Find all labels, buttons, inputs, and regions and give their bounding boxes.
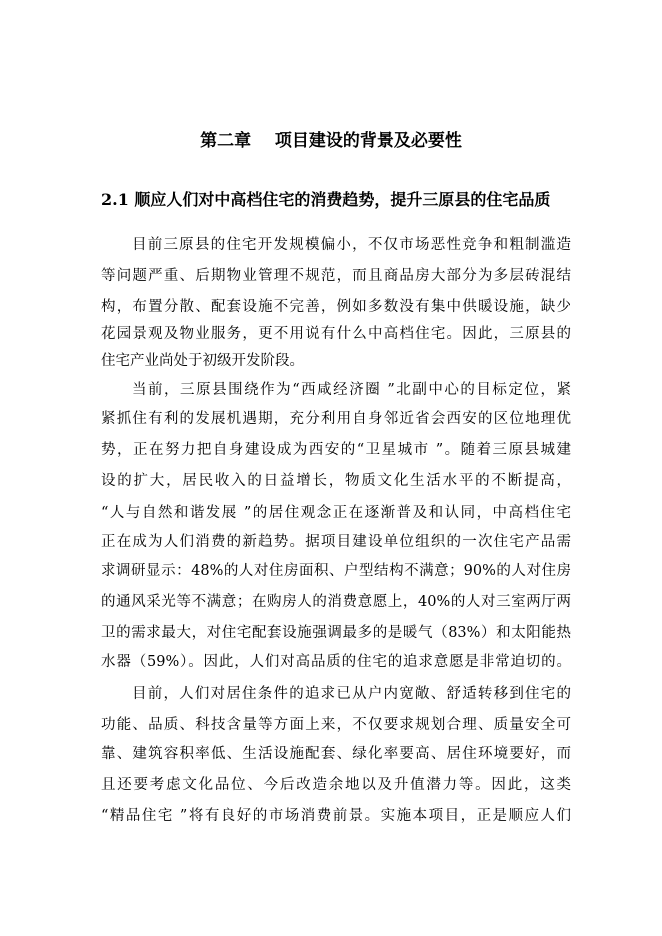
chapter-title: 第二章 项目建设的背景及必要性 xyxy=(200,131,462,151)
paragraph-line: 设的扩大，居民收入的日益增长，物质文化生活水平的不断提高， xyxy=(101,473,571,489)
paragraph-line: 花园景观及物业服务，更不用说有什么中高档住宅。因此，三原县的 xyxy=(101,326,571,342)
paragraph-line: 目前，人们对居住条件的追求已从户内宽敞、舒适转移到住宅的 xyxy=(132,686,571,702)
paragraph-line: 势，正在努力把自身建设成为西安的“卫星城市 ”。随着三原县城建 xyxy=(101,442,571,458)
paragraph-line: 水器（59%）。因此，人们对高品质的住宅的追求意愿是非常迫切的。 xyxy=(101,654,571,670)
paragraph-line: 卫的需求最大，对住宅配套设施强调最多的是暖气（83%）和太阳能热 xyxy=(101,625,571,641)
section-heading: 2.1 顺应人们对中高档住宅的消费趋势，提升三原县的住宅品质 xyxy=(101,190,551,209)
paragraph-line: 等问题严重、后期物业管理不规范，而且商品房大部分为多层砖混结 xyxy=(101,268,571,284)
paragraph-line: 靠、建筑容积率低、生活设施配套、绿化率要高、居住环境要好，而 xyxy=(101,746,571,762)
paragraph-line: 当前，三原县围绕作为“西咸经济圈 ”北副中心的目标定位，紧 xyxy=(132,382,571,398)
paragraph-line: 紧抓住有利的发展机遇期，充分利用自身邻近省会西安的区位地理优 xyxy=(101,411,571,427)
paragraph-line: 目前三原县的住宅开发规模偏小，不仅市场恶性竞争和粗制滥造 xyxy=(132,237,571,253)
paragraph-line: “人与自然和谐发展 ”的居住观念正在逐渐普及和认同，中高档住宅 xyxy=(101,505,571,521)
paragraph-line: 且还要考虑文化品位、今后改造余地以及升值潜力等。因此，这类 xyxy=(101,777,571,793)
paragraph-line: 正在成为人们消费的新趋势。据项目建设单位组织的一次住宅产品需 xyxy=(101,534,571,550)
paragraph-line: “精品住宅 ”将有良好的市场消费前景。实施本项目，正是顺应人们 xyxy=(101,808,571,824)
paragraph-line: 住宅产业尚处于初级开发阶段。 xyxy=(101,353,304,369)
paragraph-line: 的通风采光等不满意；在购房人的消费意愿上，40%的人对三室两厅两 xyxy=(101,594,571,610)
paragraph-line: 构，布置分散、配套设施不完善，例如多数没有集中供暖设施，缺少 xyxy=(101,299,571,315)
paragraph-line: 功能、品质、科技含量等方面上来，不仅要求规划合理、质量安全可 xyxy=(101,717,571,733)
paragraph-line: 求调研显示：48%的人对住房面积、户型结构不满意；90%的人对住房 xyxy=(101,563,571,579)
